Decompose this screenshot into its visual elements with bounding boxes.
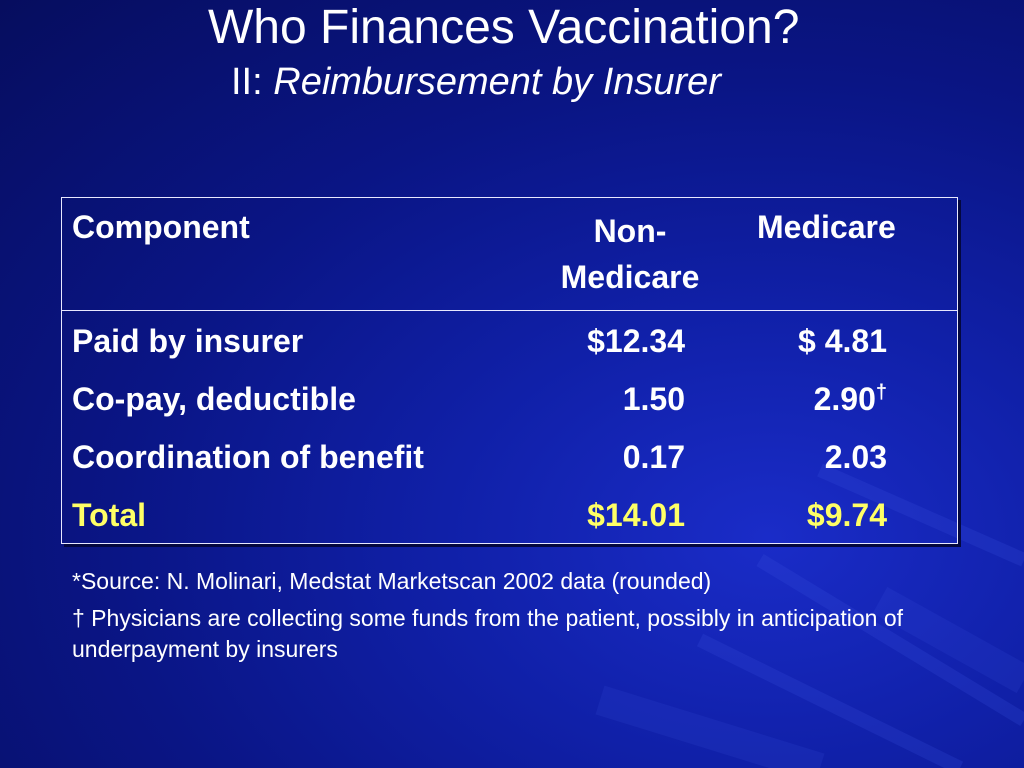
row-total-non-medicare: $14.01 xyxy=(587,497,685,533)
header-medicare: Medicare xyxy=(757,209,896,245)
row-value-non-medicare: 1.50 xyxy=(622,381,685,417)
footnote-source: *Source: N. Molinari, Medstat Marketscan 2002 data (rounded) xyxy=(72,568,712,594)
subtitle-italic: Reimbursement by Insurer xyxy=(273,61,721,103)
slide-subtitle xyxy=(231,60,721,104)
row-label-total: Total xyxy=(72,497,147,533)
slide-title: Who Finances Vaccination? xyxy=(208,1,800,54)
reimbursement-table xyxy=(61,197,958,544)
row-value-medicare xyxy=(760,380,887,418)
footnote-dagger: † Physicians are collecting some funds from the patient, possibly in anticipation of underpayment by insurers xyxy=(72,605,903,662)
table-header-divider xyxy=(61,310,958,311)
dagger-mark: † xyxy=(875,381,887,404)
row-label-copay-deductible: Co-pay, deductible xyxy=(72,381,356,417)
medicare-copay-value: 2.90 xyxy=(813,381,876,417)
row-label-coordination-of-benefit: Coordination of benefit xyxy=(72,439,424,475)
footnotes xyxy=(72,566,952,671)
header-non-medicare: Non-Medicare xyxy=(560,213,700,295)
row-total-medicare: $9.74 xyxy=(806,497,887,533)
row-value-non-medicare: $12.34 xyxy=(587,323,685,359)
row-value-medicare: $ 4.81 xyxy=(798,323,887,359)
subtitle-prefix: II: xyxy=(231,61,263,103)
row-value-medicare: 2.03 xyxy=(824,439,887,475)
header-component: Component xyxy=(72,209,250,245)
row-label-paid-by-insurer: Paid by insurer xyxy=(72,323,304,359)
row-value-non-medicare: 0.17 xyxy=(622,439,685,475)
